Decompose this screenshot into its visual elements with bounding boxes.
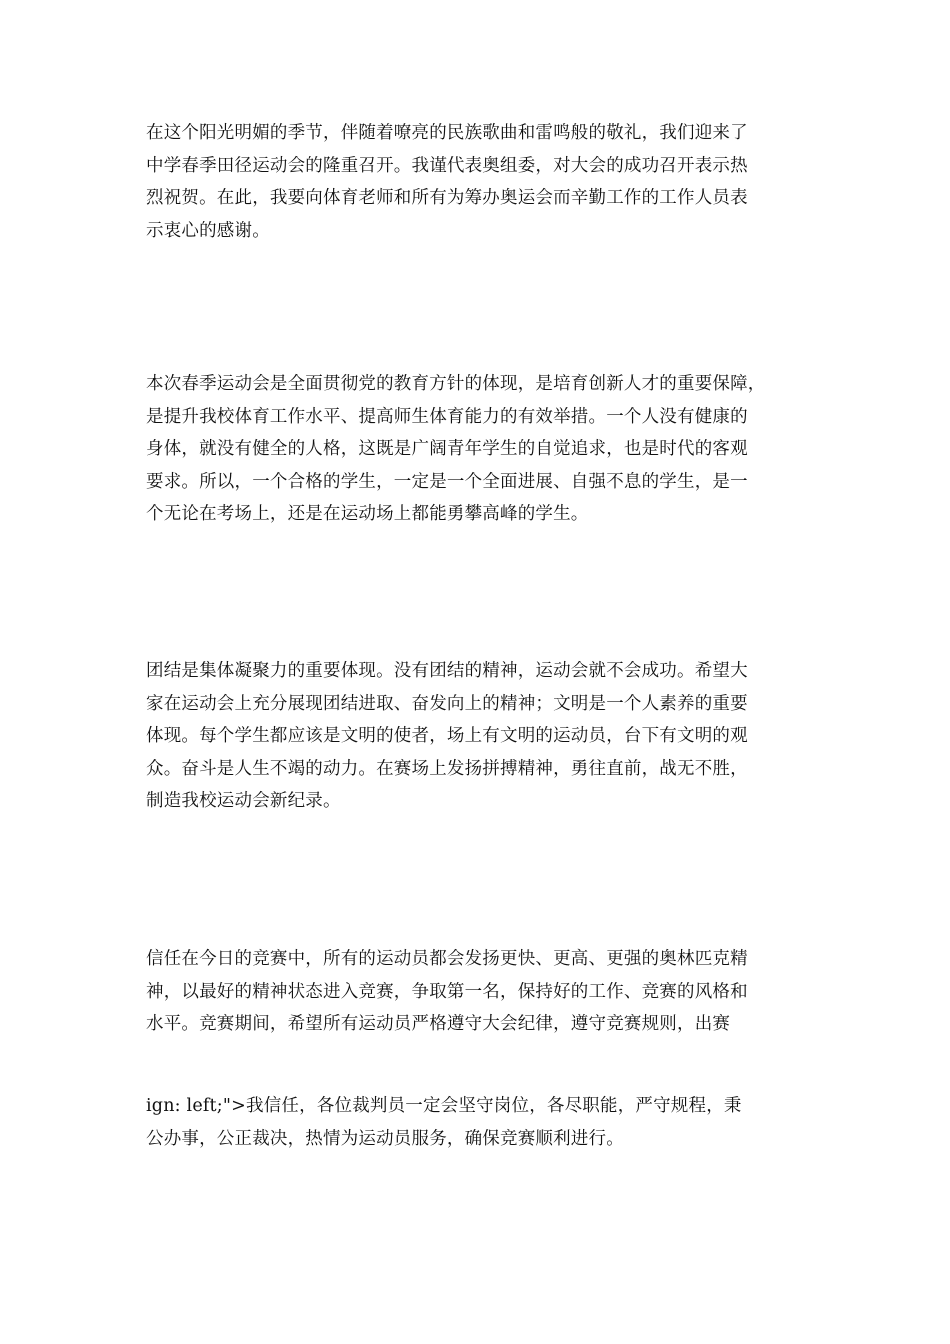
text-line: 神，以最好的精神状态进入竞赛，争取第一名，保持好的工作、竞赛的风格和: [146, 981, 748, 1002]
paragraph-opening: [146, 117, 811, 247]
text-line: 团结是集体凝聚力的重要体现。没有团结的精神，运动会就不会成功。希望大: [146, 661, 748, 681]
text-line: 个无论在考场上，还是在运动场上都能勇攀高峰的学生。: [146, 504, 589, 524]
paragraph-referees: [146, 1090, 811, 1155]
text-line: 信任在今日的竞赛中，所有的运动员都会发扬更快、更高、更强的奥林匹克精: [146, 949, 748, 969]
text-line: 在这个阳光明媚的季节，伴随着嘹亮的民族歌曲和雷鸣般的敬礼，我们迎来了: [146, 123, 748, 143]
text-line: 体现。每个学生都应该是文明的使者，场上有文明的运动员，台下有文明的观: [146, 726, 748, 746]
text-line: 公办事，公正裁决，热情为运动员服务，确保竞赛顺利进行。: [146, 1128, 624, 1149]
text-line: ign: left;">我信任，各位裁判员一定会坚守岗位，各尽职能，严守规程，秉: [146, 1096, 742, 1116]
paragraph-athletes: [146, 943, 811, 1041]
text-line: 要求。所以，一个合格的学生，一定是一个全面进展、自强不息的学生，是一: [146, 471, 748, 492]
text-line: 水平。竞赛期间，希望所有运动员严格遵守大会纪律，遵守竞赛规则，出赛: [146, 1014, 731, 1034]
paragraph-unity: [146, 655, 811, 818]
text-line: 制造我校运动会新纪录。: [146, 791, 341, 811]
text-line: 家在运动会上充分展现团结进取、奋发向上的精神；文明是一个人素养的重要: [146, 693, 748, 714]
text-line: 本次春季运动会是全面贯彻党的教育方针的体现，是培育创新人才的重要保障，: [146, 374, 766, 394]
text-line: 烈祝贺。在此，我要向体育老师和所有为筹办奥运会而辛勤工作的工作人员表: [146, 188, 748, 208]
text-line: 是提升我校体育工作水平、提高师生体育能力的有效举措。一个人没有健康的: [146, 406, 748, 427]
text-line: 身体，就没有健全的人格，这既是广阔青年学生的自觉追求，也是时代的客观: [146, 439, 748, 459]
text-line: 中学春季田径运动会的隆重召开。我谨代表奥组委，对大会的成功召开表示热: [146, 155, 748, 176]
text-line: 示衷心的感谢。: [146, 220, 270, 241]
text-line: 众。奋斗是人生不竭的动力。在赛场上发扬拼搏精神，勇往直前，战无不胜，: [146, 758, 748, 779]
paragraph-significance: [146, 368, 811, 531]
